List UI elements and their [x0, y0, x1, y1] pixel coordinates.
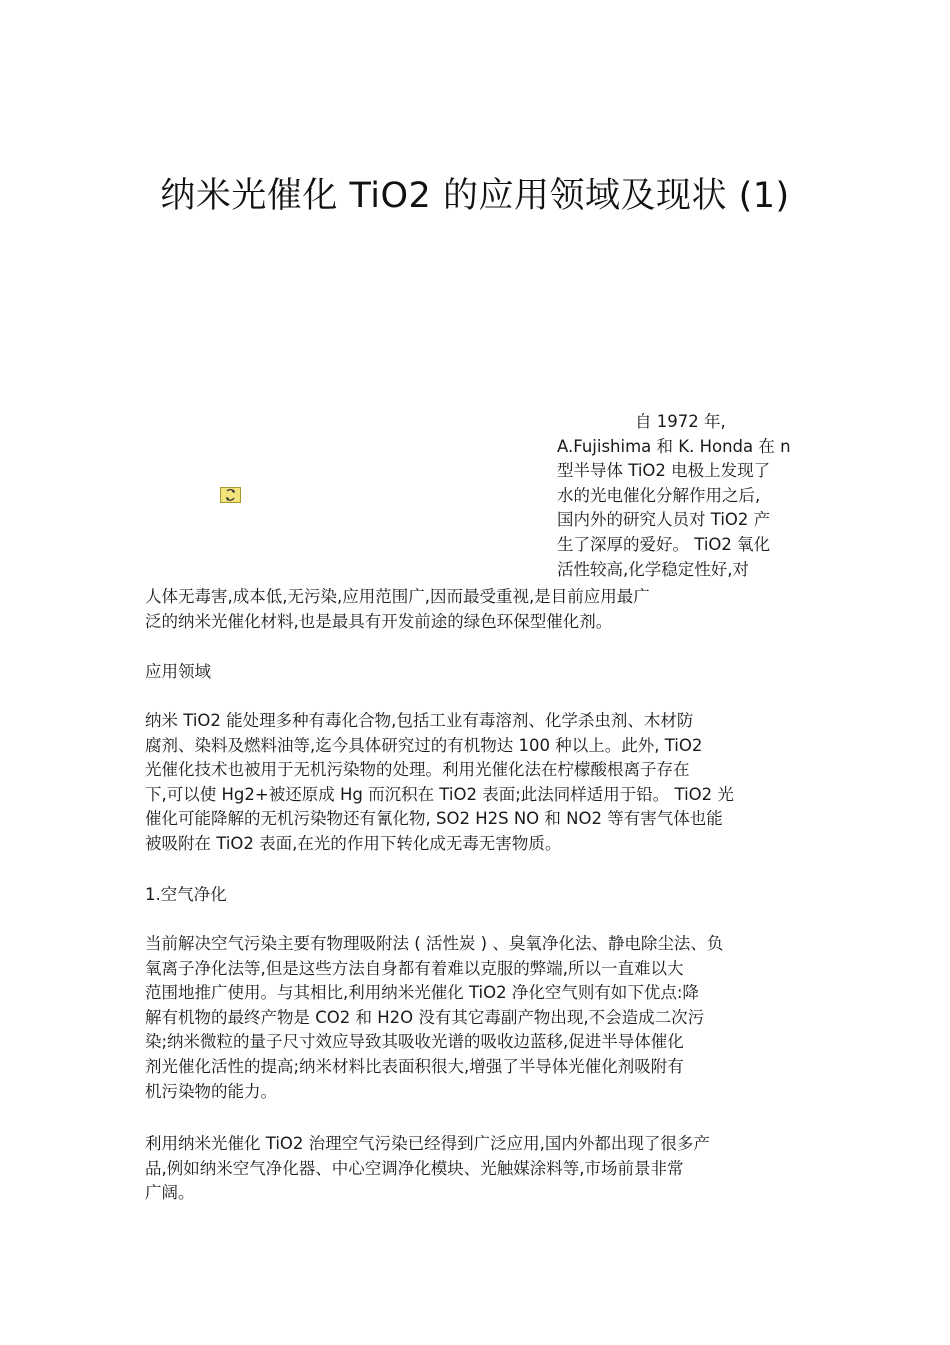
intro-wrapped-paragraph [557, 410, 812, 582]
text-line: 下,可以使 Hg2+被还原成 Hg 而沉积在 TiO2 表面;此法同样适用于铅。 TiO2 光 [145, 784, 734, 804]
text-line: A.Fujishima 和 K. Honda 在 n [557, 436, 791, 456]
text-line: 染;纳米微粒的量子尺寸效应导致其吸收光谱的吸收边蓝移,促进半导体催化 [145, 1032, 684, 1052]
text-line: 活性较高,化学稳定性好,对 [557, 559, 749, 579]
text-line: 纳米 TiO2 能处理多种有毒化合物,包括工业有毒溶剂、化学杀虫剂、木材防 [145, 711, 694, 730]
text-line: 水的光电催化分解作用之后, [557, 485, 761, 505]
text-line: 腐剂、染料及燃料油等,迄今具体研究过的有机物达 100 种以上。此外, TiO2 [145, 735, 703, 755]
text-line: 自 1972 年, [635, 412, 726, 431]
section-heading-fields: 应用领域 [145, 662, 211, 681]
applications-paragraph [145, 1132, 810, 1206]
text-line: 氧离子净化法等,但是这些方法自身都有着难以克服的弊端,所以一直难以大 [145, 958, 684, 978]
text-line: 光催化技术也被用于无机污染物的处理。利用光催化法在柠檬酸根离子存在 [145, 760, 690, 780]
intro-paragraph [145, 585, 810, 634]
text-line: 广阔。 [145, 1183, 195, 1203]
text-line: 泛的纳米光催化材料,也是最具有开发前途的绿色环保型催化剂。 [145, 611, 613, 631]
text-line: 国内外的研究人员对 TiO2 产 [557, 510, 771, 530]
text-line: 解有机物的最终产物是 CO2 和 H2O 没有其它毒副产物出现,不会造成二次污 [145, 1007, 705, 1027]
fields-paragraph [145, 709, 810, 857]
section-heading-air: 1.空气净化 [145, 885, 227, 904]
text-line: 催化可能降解的无机污染物还有氰化物, SO2 H2S NO 和 NO2 等有害气体也能 [145, 809, 723, 829]
text-line: 被吸附在 TiO2 表面,在光的作用下转化成无毒无害物质。 [145, 833, 562, 853]
air-purification-paragraph [145, 932, 810, 1104]
text-line: 机污染物的能力。 [145, 1081, 277, 1101]
text-line: 当前解决空气污染主要有物理吸附法 ( 活性炭 ) 、臭氧净化法、静电除尘法、负 [145, 934, 724, 953]
text-line: 型半导体 TiO2 电极上发现了 [557, 461, 771, 481]
text-line: 生了深厚的爱好。 TiO2 氧化 [557, 534, 771, 554]
text-line: 人体无毒害,成本低,无污染,应用范围广,因而最受重视,是目前应用最广 [145, 587, 650, 606]
document-title: 纳米光催化 TiO2 的应用领域及现状 (1) [160, 176, 790, 216]
text-line: 品,例如纳米空气净化器、中心空调净化模块、光触媒涂料等,市场前景非常 [145, 1158, 684, 1178]
text-line: 剂光催化活性的提高;纳米材料比表面积很大,增强了半导体光催化剂吸附有 [145, 1056, 684, 1076]
text-line: 利用纳米光催化 TiO2 治理空气污染已经得到广泛应用,国内外都出现了很多产 [145, 1134, 710, 1153]
text-line: 范围地推广使用。与其相比,利用纳米光催化 TiO2 净化空气则有如下优点:降 [145, 983, 699, 1003]
broken-image-icon [220, 487, 241, 503]
